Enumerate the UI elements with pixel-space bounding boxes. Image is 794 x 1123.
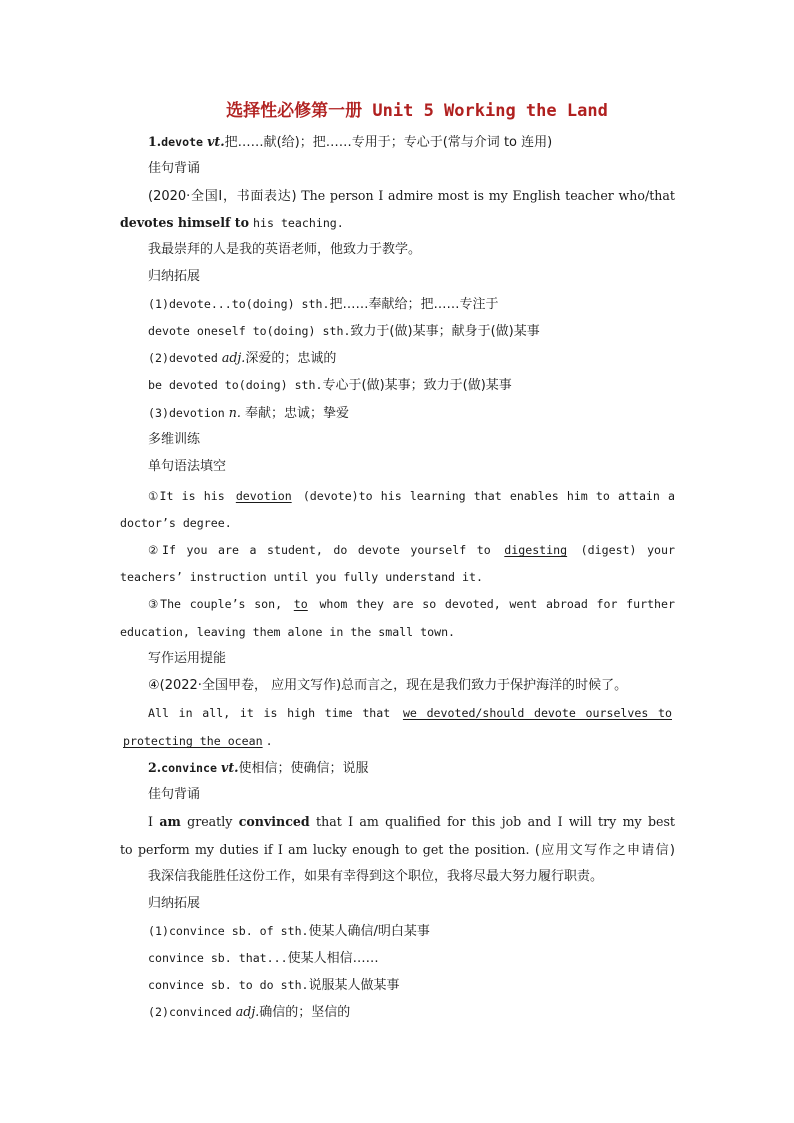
answer-blank: we devoted/should devote ourselves to bbox=[402, 706, 672, 720]
example-line-1: I am greatly convinced that I am qualified for this job and I will try my best bbox=[148, 814, 675, 829]
entry-devote-heading: 1.devote vt.把……献(给)；把……专用于；专心于(常与介词 to 连用) bbox=[148, 134, 553, 150]
exercise-2-cont: teachers’ instruction until you fully understand it. bbox=[120, 570, 483, 584]
exercise-4: All in all, it is high time that we devoted/should devote ourselves to bbox=[148, 704, 675, 722]
heading-writing: 写作运用提能 bbox=[148, 651, 227, 666]
answer-blank: protecting the ocean bbox=[123, 734, 263, 748]
answer-blank: devotion bbox=[235, 489, 292, 503]
exercise-1-cont: doctor’s degree. bbox=[120, 516, 232, 530]
extension-item: (3)devotion n. 奉献；忠诚；挚爱 bbox=[148, 405, 349, 421]
example-line-2: to perform my duties if I am lucky enough to get the position. (应用文写作之申请信) bbox=[120, 842, 675, 858]
example-translation: 我最崇拜的人是我的英语老师，他致力于教学。 bbox=[148, 242, 422, 257]
exercise-3: ③The couple’s son, to whom they are so devoted, went abroad for further bbox=[148, 597, 675, 611]
extension-item: (1)convince sb. of sth.使某人确信/明白某事 bbox=[148, 924, 430, 939]
example-line-1: (2020·全国Ⅰ，书面表达) The person I admire most is my English teacher who/that bbox=[148, 188, 675, 204]
headword-convince: convince bbox=[161, 761, 217, 775]
extension-item: (2)convinced adj.确信的；坚信的 bbox=[148, 1004, 351, 1020]
entry-convince-heading: 2.convince vt.使相信；使确信；说服 bbox=[148, 760, 369, 776]
extension-item: be devoted to(doing) sth.专心于(做)某事；致力于(做)某事 bbox=[148, 378, 512, 393]
extension-item: convince sb. to do sth.说服某人做某事 bbox=[148, 978, 400, 993]
exercise-3-cont: education, leaving them alone in the small town. bbox=[120, 625, 456, 639]
heading-example: 佳句背诵 bbox=[148, 161, 201, 176]
extension-item: (1)devote...to(doing) sth.把……奉献给；把……专注于 bbox=[148, 297, 499, 312]
headword-devote: devote bbox=[161, 135, 204, 149]
answer-blank: digesting bbox=[504, 543, 568, 557]
heading-extension: 归纳拓展 bbox=[148, 269, 201, 284]
exercise-4-cont: protecting the ocean . bbox=[120, 732, 675, 750]
extension-item: convince sb. that...使某人相信…… bbox=[148, 951, 379, 966]
example-translation: 我深信我能胜任这份工作，如果有幸得到这个职位，我将尽最大努力履行职责。 bbox=[148, 869, 604, 884]
exercise-4-prompt: ④(2022·全国甲卷， 应用文写作)总而言之，现在是我们致力于保护海洋的时候了。 bbox=[148, 678, 628, 693]
exercise-2: ②If you are a student, do devote yourself to digesting (digest) your bbox=[148, 543, 675, 557]
heading-training: 多维训练 bbox=[148, 432, 201, 447]
page-title: 选择性必修第一册 Unit 5 Working the Land bbox=[226, 101, 608, 121]
answer-blank: to bbox=[293, 597, 308, 611]
exercise-1: ①It is his devotion (devote)to his learning that enables him to attain a bbox=[148, 489, 676, 503]
extension-item: devote oneself to(doing) sth.致力于(做)某事；献身于(做)某事 bbox=[148, 324, 540, 339]
heading-example: 佳句背诵 bbox=[148, 787, 201, 802]
heading-fill-in: 单句语法填空 bbox=[148, 459, 227, 474]
example-line-2: devotes himself to his teaching. bbox=[120, 215, 344, 230]
extension-item: (2)devoted adj.深爱的；忠诚的 bbox=[148, 350, 337, 366]
heading-extension: 归纳拓展 bbox=[148, 896, 201, 911]
